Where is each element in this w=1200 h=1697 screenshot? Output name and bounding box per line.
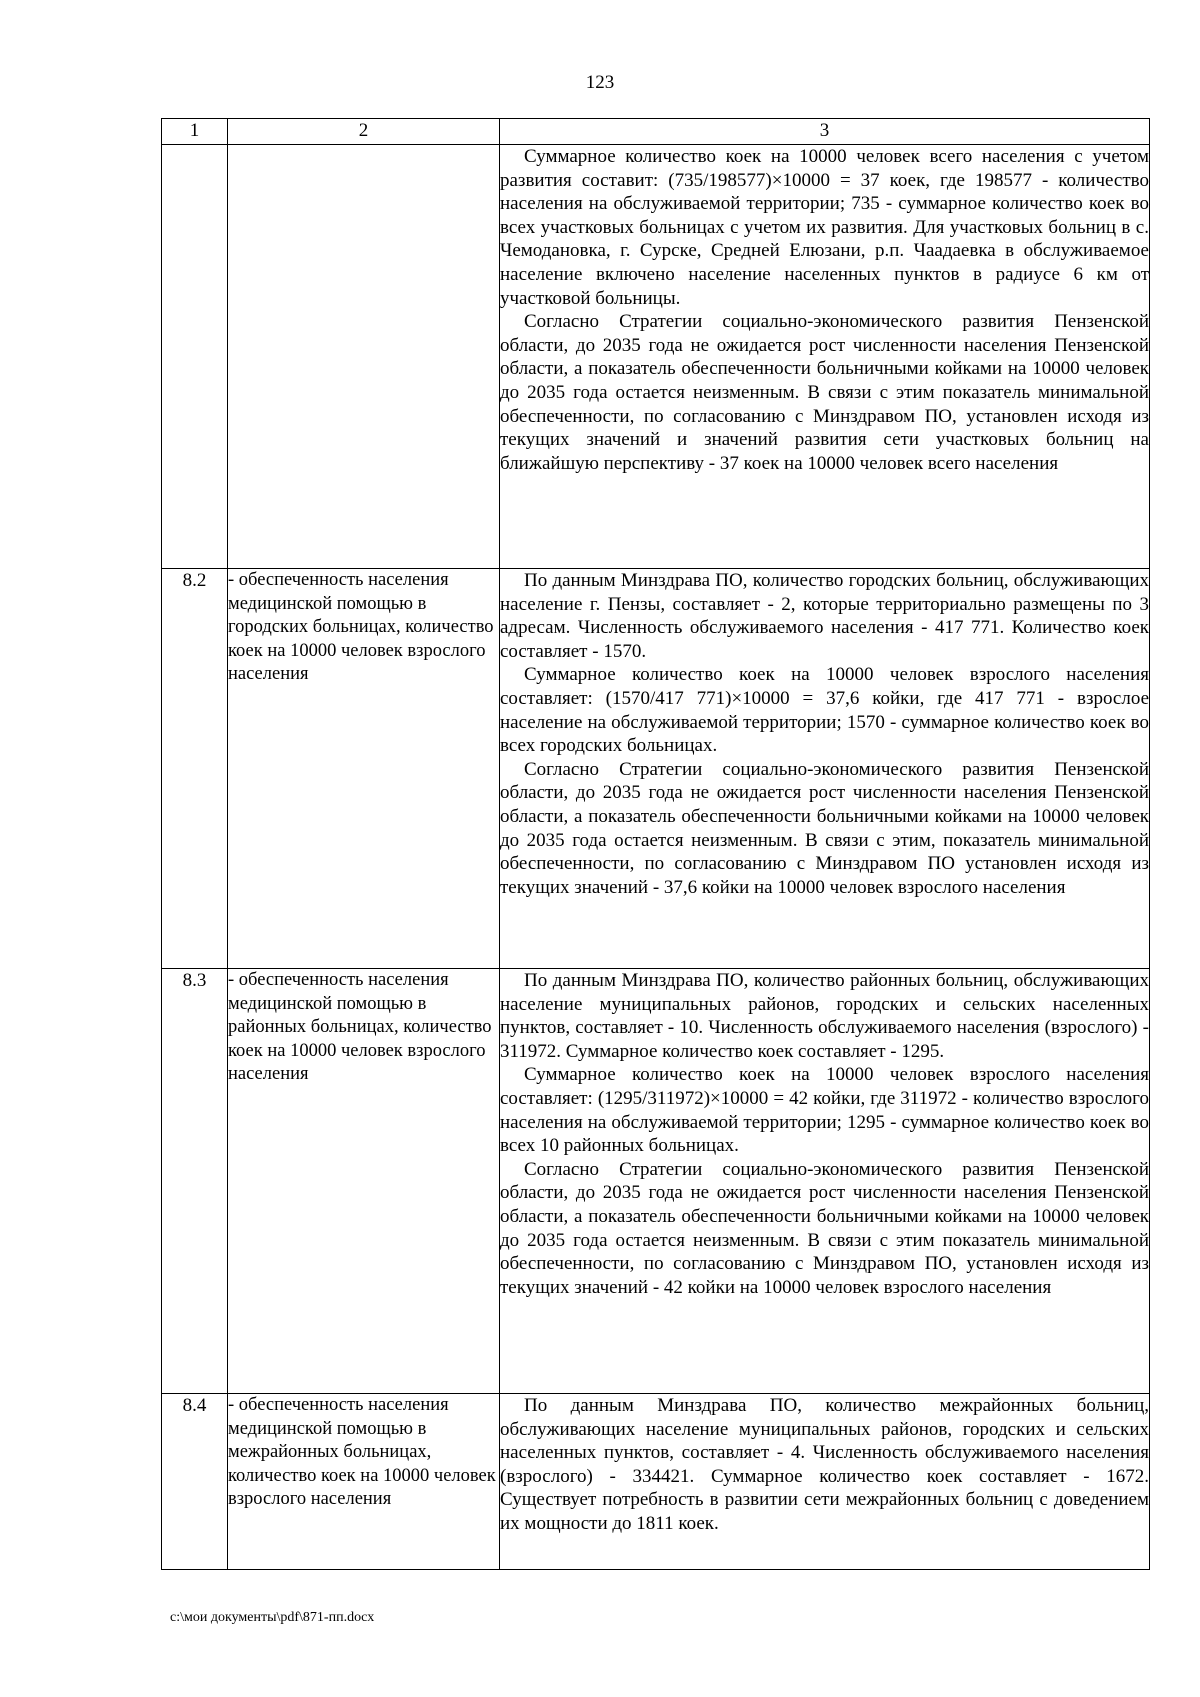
table-row — [162, 145, 1150, 569]
page-number: 123 — [585, 72, 615, 93]
description-paragraph: Согласно Стратегии социально-экономического развития Пензенской области, до 2035 года не ожидается рост численности населения Пензенской области, а показатель обеспеченности больничными койками на 10000 человек до 2035 года остается неизменным. В связи с этим показатель минимальной обеспеченности, по согласованию с Минздравом ПО, установлен исходя из текущих значений и значений развития сети участковых больниц на ближайшую перспективу - 37 коек на 10000 человек всего населения — [500, 311, 1149, 474]
table-row — [162, 1394, 1150, 1570]
description-cell — [500, 1394, 1150, 1570]
column-header: 3 — [500, 119, 1150, 145]
indicator-name — [228, 145, 500, 569]
description-paragraph: По данным Минздрава ПО, количество межрайонных больниц, обслуживающих население муниципальных районов, городских и сельских населенных пунктов, составляет - 4. Численность обслуживаемого населения (взрослого) - 334421. Суммарное количество коек составляет - 1672. Существует потребность в развитии сети межрайонных больниц с доведением их мощности до 1811 коек. — [500, 1395, 1149, 1534]
description-cell — [500, 145, 1150, 569]
document-table — [161, 118, 1150, 1570]
description-paragraph: Согласно Стратегии социально-экономического развития Пензенской области, до 2035 года не ожидается рост численности населения Пензенской области, а показатель обеспеченности больничными койками на 10000 человек до 2035 года остается неизменным. В связи с этим, показатель минимальной обеспеченности, по согласованию с Минздравом ПО установлен исходя из текущих значений - 37,6 койки на 10000 человек взрослого населения — [500, 758, 1149, 898]
description-cell — [500, 969, 1150, 1394]
description-paragraph: Суммарное количество коек на 10000 человек взрослого населения составляет: (1295/311972)×10000 = 42 койки, где 311972 - количество взрослого населения на обслуживаемой территории; 1295 - суммарное количество коек во всех 10 районных больницах. — [500, 1064, 1149, 1157]
file-path-footer: c:\мои документы\pdf\871-пп.docx — [170, 1610, 375, 1625]
table-row — [162, 969, 1150, 1394]
description-paragraph: По данным Минздрава ПО, количество районных больниц, обслуживающих население муниципальных районов, городских и сельских населенных пунктов, составляет - 10. Численность обслуживаемого населения (взрослого) - 311972. Суммарное количество коек составляет - 1295. — [500, 970, 1149, 1062]
indicator-name: - обеспеченность населения медицинской помощью в межрайонных больницах, количество коек на 10000 человек взрослого населения — [228, 1394, 500, 1570]
description-paragraph: По данным Минздрава ПО, количество городских больниц, обслуживающих население г. Пензы, составляет - 2, которые территориально размещены по 3 адресам. Численность обслуживаемого населения - 417 771. Количество коек составляет - 1570. — [500, 570, 1149, 662]
row-number: 8.4 — [162, 1394, 228, 1570]
row-number: 8.3 — [162, 969, 228, 1394]
column-header: 2 — [228, 119, 500, 145]
indicator-name: - обеспеченность населения медицинской помощью в городских больницах, количество коек на 10000 человек взрослого населения — [228, 569, 500, 969]
description-paragraph: Согласно Стратегии социально-экономического развития Пензенской области, до 2035 года не ожидается рост численности населения Пензенской области, а показатель обеспеченности больничными койками на 10000 человек до 2035 года остается неизменным. В связи с этим показатель минимальной обеспеченности, по согласованию с Минздравом ПО, установлен исходя из текущих значений - 42 койки на 10000 человек взрослого населения — [500, 1158, 1149, 1298]
description-paragraph: Суммарное количество коек на 10000 человек взрослого населения составляет: (1570/417 771)×10000 = 37,6 койки, где 417 771 - взрослое население на обслуживаемой территории; 1570 - суммарное количество коек во всех городских больницах. — [500, 664, 1149, 757]
description-cell — [500, 569, 1150, 969]
row-number: 8.2 — [162, 569, 228, 969]
column-header: 1 — [162, 119, 228, 145]
table-row — [162, 569, 1150, 969]
description-paragraph: Суммарное количество коек на 10000 человек всего населения с учетом развития составит: (735/198577)×10000 = 37 коек, где 198577 - количество населения на обслуживаемой территории; 735 - суммарное количество коек во всех участковых больницах с учетом их развития. Для участковых больниц в с. Чемодановка, г. Сурске, Средней Елюзани, р.п. Чаадаевка в обслуживаемое население включено население населенных пунктов в радиусе 6 км от участковой больницы. — [500, 146, 1149, 309]
indicator-name: - обеспеченность населения медицинской помощью в районных больницах, количество коек на 10000 человек взрослого населения — [228, 969, 500, 1394]
row-number — [162, 145, 228, 569]
table-header-row — [162, 119, 1150, 145]
